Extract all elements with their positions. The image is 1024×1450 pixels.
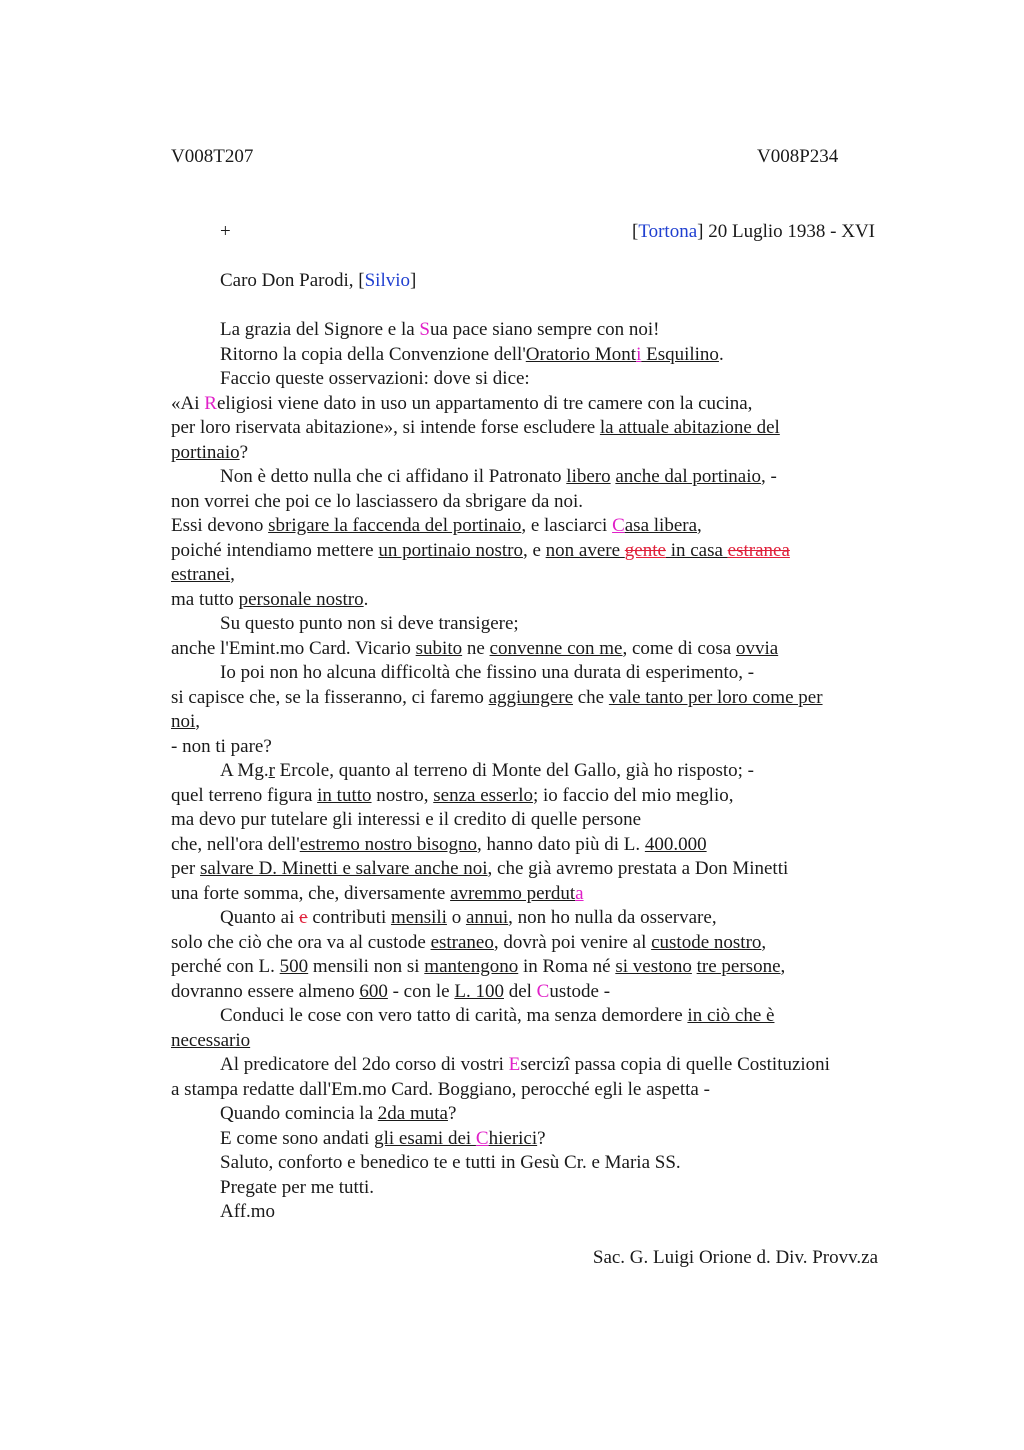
salutation-text: Caro Don Parodi, [220, 270, 354, 291]
letter-line [171, 318, 891, 343]
letter-line [171, 661, 891, 686]
place-name: Tortona [638, 221, 698, 242]
text-run: mantengono [424, 956, 519, 977]
text-run: quel terreno figura [171, 784, 318, 806]
letter-line [171, 759, 891, 784]
text-run: Ercole, quanto al terreno di Monte del Gallo, già ho risposto; - [274, 760, 755, 781]
text-run: si capisce che, se la fisseranno, ci faremo [171, 686, 489, 708]
text-run: - non ti pare? [171, 735, 272, 757]
text-run: ? [239, 441, 249, 463]
letter-line [171, 1029, 891, 1054]
text-run: 400.000 [644, 833, 707, 855]
letter-date: 20 Luglio 1938 - XVI [708, 221, 875, 242]
text-run: senza esserlo [433, 784, 533, 806]
text-run: necessario [171, 1029, 251, 1051]
letter-line [171, 1200, 891, 1225]
text-run: avremmo perdut [450, 882, 576, 904]
text-run: estranea [727, 539, 790, 561]
text-run: un portinaio nostro [378, 539, 523, 561]
text-run: ne [462, 637, 490, 659]
document-code-right: V008P234 [757, 146, 839, 167]
text-run: Aff.mo [220, 1201, 276, 1222]
text-run: Essi devono [171, 515, 269, 536]
text-run: in casa [665, 539, 728, 561]
text-run: gli esami dei [374, 1127, 476, 1149]
text-run: ; io faccio del mio meglio, [532, 784, 734, 806]
text-run: gente [624, 539, 666, 561]
text-run: 2da muta [377, 1103, 448, 1124]
letter-line [171, 1078, 891, 1103]
text-run: per loro riservata abitazione», si intende forse escludere [171, 417, 600, 438]
text-run: , che già avremo prestata a Don Minetti [487, 858, 789, 879]
letter-line [171, 980, 891, 1005]
text-run: C [612, 515, 625, 536]
text-run: vale tanto per loro come per [608, 686, 823, 708]
text-run: ? [537, 1127, 546, 1149]
text-run: tre persone [696, 956, 781, 977]
text-run: , e lasciarci [521, 515, 613, 536]
cross-symbol: + [220, 221, 231, 242]
text-run: anche l'Emint.mo Card. Vicario [171, 637, 416, 659]
letter-line [171, 392, 891, 417]
text-run: sercizî passa copia di quelle Costituzioni [520, 1054, 830, 1075]
text-run: Saluto, conforto e benedico te e tutti in Gesù Cr. e Maria SS. [220, 1152, 681, 1173]
text-run: sbrigare la faccenda del portinaio [268, 515, 522, 536]
text-run: C [475, 1127, 489, 1149]
text-run: ustode - [549, 980, 611, 1002]
text-run: «Ai [171, 392, 205, 414]
text-run: , e [522, 539, 546, 561]
text-run: portinaio [171, 441, 240, 463]
document-code-left: V008T207 [171, 146, 254, 167]
letter-line [171, 1053, 891, 1078]
letter-line [171, 343, 891, 368]
text-run: annui [465, 907, 509, 928]
text-run: , non ho nulla da osservare, [508, 907, 717, 928]
letter-body [171, 318, 891, 1225]
text-run: E come sono andati [220, 1127, 375, 1149]
letter-line [171, 637, 891, 662]
text-run: , hanno dato più di L. [477, 833, 645, 855]
text-run: Conduci le cose con vero tatto di carità, ma senza demordere [220, 1005, 688, 1026]
text-run: ? [447, 1103, 457, 1124]
salutation: Caro Don Parodi, [Silvio] [220, 270, 417, 291]
text-run: La grazia del Signore e la [220, 319, 420, 340]
text-run: E [508, 1054, 521, 1075]
text-run: libero [566, 466, 611, 487]
text-run: Ritorno la copia della Convenzione dell' [220, 343, 526, 365]
letter-line [171, 490, 891, 515]
text-run: , [230, 564, 235, 585]
letter-line [171, 563, 891, 588]
text-run: C [536, 980, 550, 1002]
text-run: che [573, 686, 609, 708]
text-run: anche dal portinaio [615, 466, 761, 487]
letter-line [171, 539, 891, 564]
letter-line [171, 955, 891, 980]
text-run: estranei [171, 564, 231, 585]
text-run: in ciò che è [687, 1005, 775, 1026]
text-run: mensili [390, 907, 447, 928]
text-run: Pregate per me tutti. [220, 1176, 375, 1198]
letter-line [171, 1004, 891, 1029]
text-run: dovranno essere almeno [171, 980, 360, 1002]
text-run: Non è detto nulla che ci affidano il Patronato [220, 466, 567, 487]
letter-line [171, 612, 891, 637]
text-run: r [268, 760, 275, 781]
letter-line [171, 1151, 891, 1176]
text-run: ovvia [735, 637, 779, 659]
letter-line [171, 931, 891, 956]
text-run: contributi [307, 907, 391, 928]
letter-line [171, 906, 891, 931]
letter-line [171, 441, 891, 466]
text-run: eligiosi viene dato in uso un appartamento di tre camere con la cucina, [216, 392, 753, 414]
text-run: , - [760, 466, 777, 487]
text-run: Esquilino [641, 343, 719, 365]
text-run: , [780, 956, 786, 977]
text-run: a stampa redatte dall'Em.mo Card. Boggiano, perocché egli le aspetta - [171, 1078, 710, 1100]
text-run: , [697, 515, 702, 536]
text-run: e [299, 907, 308, 928]
letter-line [171, 710, 891, 735]
text-run: Quando comincia la [220, 1103, 378, 1124]
letter-line [171, 465, 891, 490]
text-run: in Roma né [518, 956, 616, 977]
text-run: del [503, 980, 537, 1002]
recipient-name: Silvio [364, 270, 410, 291]
letter-line [171, 882, 891, 907]
letter-line [171, 1102, 891, 1127]
text-run: perché con L. [171, 956, 280, 977]
text-run: mensili non si [308, 956, 425, 977]
text-run: L. 100 [454, 980, 504, 1002]
text-run: si vestono [615, 956, 692, 977]
text-run: - con le [387, 980, 455, 1002]
letter-line [171, 1127, 891, 1152]
text-run: poiché intendiamo mettere [171, 539, 379, 561]
text-run: in tutto [317, 784, 372, 806]
text-run: la attuale abitazione del [599, 417, 780, 438]
letter-line [171, 784, 891, 809]
letter-line [171, 808, 891, 833]
text-run: non vorrei che poi ce lo lasciassero da sbrigare da noi. [171, 490, 584, 512]
text-run: una forte somma, che, diversamente [171, 882, 451, 904]
text-run: , [195, 711, 201, 732]
letter-line [171, 686, 891, 711]
text-run: hierici [488, 1127, 538, 1149]
place-date-line: [Tortona] 20 Luglio 1938 - XVI [632, 221, 875, 242]
text-run: a [575, 882, 584, 904]
text-run: nostro, [371, 784, 434, 806]
text-run: asa libera [624, 515, 698, 536]
text-run: subito [415, 637, 463, 659]
text-run: salvare D. Minetti e salvare anche noi [200, 858, 488, 879]
text-run: Al predicatore del 2do corso di vostri [220, 1054, 509, 1075]
text-run: 500 [279, 956, 309, 977]
text-run: , [761, 931, 767, 953]
letter-line [171, 1176, 891, 1201]
text-run: o [446, 907, 466, 928]
text-run: estremo nostro bisogno [299, 833, 478, 855]
text-run: i [636, 343, 642, 365]
text-run: ma tutto [171, 588, 239, 610]
text-run: . [363, 588, 369, 610]
signature: Sac. G. Luigi Orione d. Div. Provv.za [592, 1247, 878, 1268]
text-run: aggiungere [488, 686, 573, 708]
letter-line [171, 514, 891, 539]
text-run: ma devo pur tutelare gli interessi e il credito di quelle persone [171, 809, 642, 830]
letter-line [171, 833, 891, 858]
text-run: convenne con me [489, 637, 623, 659]
letter-line [171, 857, 891, 882]
text-run: custode nostro [651, 931, 762, 953]
text-run: noi [171, 711, 196, 732]
text-run: non avere [545, 539, 625, 561]
letter-line [171, 416, 891, 441]
text-run: personale nostro [238, 588, 364, 610]
text-run: Quanto ai [220, 907, 300, 928]
text-run: estraneo [430, 931, 494, 953]
text-run: 600 [359, 980, 388, 1002]
text-run: S [419, 319, 430, 340]
text-run: che, nell'ora dell' [171, 833, 300, 855]
letter-line [171, 735, 891, 760]
text-run: , come di cosa [622, 637, 736, 659]
text-run: Oratorio Mont [525, 343, 637, 365]
text-run: Io poi non ho alcuna difficoltà che fissino una durata di esperimento, - [220, 662, 755, 683]
text-run: per [171, 858, 201, 879]
letter-line [171, 367, 891, 392]
text-run: Faccio queste osservazioni: dove si dice: [220, 368, 530, 389]
text-run: . [718, 343, 724, 365]
text-run: A Mg. [220, 760, 269, 781]
text-run: ua pace siano sempre con noi! [430, 319, 660, 340]
text-run: R [204, 392, 217, 414]
text-run: , dovrà poi venire al [493, 931, 652, 953]
text-run: solo che ciò che ora va al custode [171, 931, 431, 953]
text-run: Su questo punto non si deve transigere; [220, 613, 519, 634]
letter-line [171, 588, 891, 613]
